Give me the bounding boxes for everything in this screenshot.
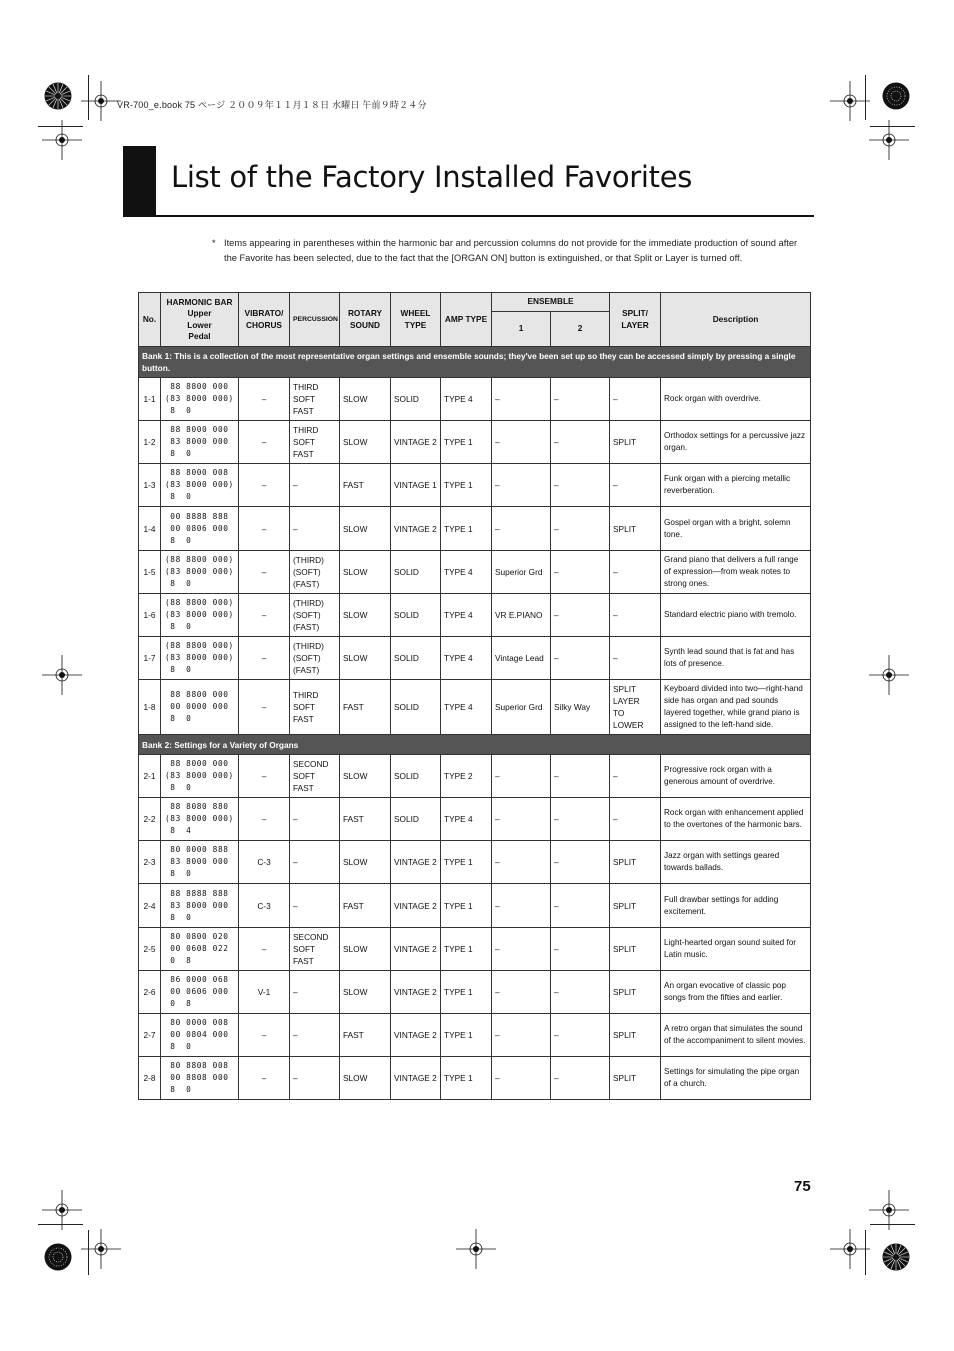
cell-rotary: FAST: [340, 798, 391, 841]
cell-ensemble-2: –: [551, 594, 610, 637]
cell-wheel: VINTAGE 2: [391, 1057, 441, 1100]
cell-description: Gospel organ with a bright, solemn tone.: [661, 507, 811, 551]
cell-number: 2-4: [139, 884, 161, 928]
trim-line: [865, 1230, 866, 1275]
cell-number: 1-5: [139, 551, 161, 594]
header-wheel-type: WHEEL TYPE: [391, 293, 441, 347]
cell-wheel: VINTAGE 2: [391, 884, 441, 928]
cell-ensemble-1: –: [492, 841, 551, 884]
cell-percussion: –: [290, 507, 340, 551]
cell-percussion: (THIRD) (SOFT) (FAST): [290, 594, 340, 637]
cell-vibrato: –: [239, 680, 290, 735]
cell-split: SPLIT: [610, 884, 661, 928]
header-harmonic-bar: HARMONIC BAR Upper Lower Pedal: [161, 293, 239, 347]
cell-percussion: THIRD SOFT FAST: [290, 378, 340, 421]
cell-number: 1-3: [139, 464, 161, 507]
cell-wheel: VINTAGE 1: [391, 464, 441, 507]
cell-rotary: SLOW: [340, 594, 391, 637]
header-rotary-sound: ROTARY SOUND: [340, 293, 391, 347]
cell-rotary: SLOW: [340, 551, 391, 594]
cell-number: 1-4: [139, 507, 161, 551]
cell-ensemble-1: Superior Grd: [492, 551, 551, 594]
print-crop-header: VR-700_e.book 75 ページ ２００９年１１月１８日 水曜日 午前９時２４分: [117, 100, 427, 110]
cell-rotary: SLOW: [340, 378, 391, 421]
cell-ensemble-2: –: [551, 971, 610, 1014]
cell-amp: TYPE 1: [441, 421, 492, 464]
cell-ensemble-2: –: [551, 798, 610, 841]
cell-rotary: SLOW: [340, 755, 391, 798]
crosshair-target-icon: [42, 655, 82, 695]
cell-vibrato: V-1: [239, 971, 290, 1014]
table-row: [139, 378, 811, 421]
trim-line: [88, 75, 89, 120]
cell-number: 2-5: [139, 928, 161, 971]
cell-amp: TYPE 1: [441, 971, 492, 1014]
trim-line: [88, 1230, 89, 1275]
cell-wheel: SOLID: [391, 755, 441, 798]
cell-harmonic-bar: 80 0000 888 83 8000 000 8 0: [161, 841, 239, 884]
cell-vibrato: –: [239, 928, 290, 971]
cell-description: Full drawbar settings for adding excitement.: [661, 884, 811, 928]
cell-description: Rock organ with enhancement applied to the overtones of the harmonic bars.: [661, 798, 811, 841]
cell-wheel: SOLID: [391, 551, 441, 594]
cell-harmonic-bar: 88 8888 888 83 8000 000 8 0: [161, 884, 239, 928]
cell-amp: TYPE 1: [441, 841, 492, 884]
cell-rotary: FAST: [340, 464, 391, 507]
cell-split: SPLIT: [610, 841, 661, 884]
title-accent-bar: [123, 146, 156, 217]
cell-description: Standard electric piano with tremolo.: [661, 594, 811, 637]
cell-vibrato: –: [239, 798, 290, 841]
cell-ensemble-1: –: [492, 507, 551, 551]
cell-amp: TYPE 1: [441, 884, 492, 928]
cell-split: SPLIT: [610, 507, 661, 551]
cell-ensemble-1: –: [492, 798, 551, 841]
cell-wheel: VINTAGE 2: [391, 841, 441, 884]
cell-rotary: SLOW: [340, 971, 391, 1014]
cell-split: SPLIT: [610, 421, 661, 464]
cell-ensemble-2: –: [551, 884, 610, 928]
header-ensemble-2: 2: [551, 312, 610, 347]
cell-amp: TYPE 4: [441, 798, 492, 841]
cell-amp: TYPE 1: [441, 464, 492, 507]
cell-amp: TYPE 1: [441, 1014, 492, 1057]
cell-percussion: (THIRD) (SOFT) (FAST): [290, 551, 340, 594]
cell-split: –: [610, 378, 661, 421]
cell-ensemble-2: –: [551, 841, 610, 884]
cell-wheel: SOLID: [391, 637, 441, 680]
cell-amp: TYPE 2: [441, 755, 492, 798]
cell-percussion: –: [290, 971, 340, 1014]
cell-number: 1-2: [139, 421, 161, 464]
cell-ensemble-2: –: [551, 1014, 610, 1057]
cell-ensemble-2: Silky Way: [551, 680, 610, 735]
header-amp-type: AMP TYPE: [441, 293, 492, 347]
cell-percussion: –: [290, 884, 340, 928]
cell-number: 1-7: [139, 637, 161, 680]
table-row: [139, 798, 811, 841]
cell-harmonic-bar: (88 8800 000) (83 8000 000) 8 0: [161, 637, 239, 680]
cell-vibrato: –: [239, 1014, 290, 1057]
cell-number: 2-1: [139, 755, 161, 798]
crosshair-target-icon: [869, 655, 909, 695]
cell-percussion: –: [290, 1057, 340, 1100]
cell-split: –: [610, 755, 661, 798]
registration-rosette-icon: [44, 1243, 72, 1271]
bank-title: Bank 2: Settings for a Variety of Organs: [139, 735, 811, 755]
cell-harmonic-bar: 80 0800 020 00 0608 022 0 8: [161, 928, 239, 971]
cell-wheel: VINTAGE 2: [391, 928, 441, 971]
cell-description: A retro organ that simulates the sound of the accompaniment to silent movies.: [661, 1014, 811, 1057]
header-split-layer: SPLIT/ LAYER: [610, 293, 661, 347]
cell-ensemble-2: –: [551, 928, 610, 971]
cell-rotary: SLOW: [340, 507, 391, 551]
cell-split: SPLIT LAYER TO LOWER: [610, 680, 661, 735]
table-row: [139, 884, 811, 928]
cell-split: SPLIT: [610, 928, 661, 971]
title-underline: [123, 215, 814, 217]
table-row: [139, 421, 811, 464]
bank-header-row: [139, 735, 811, 755]
cell-ensemble-1: –: [492, 1014, 551, 1057]
cell-wheel: VINTAGE 2: [391, 971, 441, 1014]
cell-ensemble-1: Vintage Lead: [492, 637, 551, 680]
cell-harmonic-bar: 88 8800 000 (83 8000 000) 8 0: [161, 378, 239, 421]
footnote-text: Items appearing in parentheses within the harmonic bar and percussion columns do not provide for the immediate production of sound after the Favorite has been selected, due to the fact that the [ORGAN ON] button is extinguished, or that Split or Layer is turned off.: [224, 238, 798, 263]
cell-description: Progressive rock organ with a generous amount of overdrive.: [661, 755, 811, 798]
table-row: [139, 755, 811, 798]
crosshair-target-icon: [81, 1229, 121, 1269]
cell-number: 2-8: [139, 1057, 161, 1100]
cell-description: Synth lead sound that is fat and has lots of presence.: [661, 637, 811, 680]
trim-line: [870, 1224, 915, 1225]
crosshair-target-icon: [830, 81, 870, 121]
cell-ensemble-1: –: [492, 971, 551, 1014]
cell-harmonic-bar: 88 8000 000 (83 8000 000) 8 0: [161, 755, 239, 798]
cell-vibrato: –: [239, 507, 290, 551]
cell-ensemble-2: –: [551, 421, 610, 464]
cell-description: Light-hearted organ sound suited for Latin music.: [661, 928, 811, 971]
cell-wheel: SOLID: [391, 378, 441, 421]
cell-amp: TYPE 4: [441, 594, 492, 637]
cell-vibrato: –: [239, 594, 290, 637]
cell-vibrato: –: [239, 421, 290, 464]
cell-description: Orthodox settings for a percussive jazz organ.: [661, 421, 811, 464]
cell-amp: TYPE 4: [441, 378, 492, 421]
trim-line: [38, 126, 83, 127]
crosshair-target-icon: [830, 1229, 870, 1269]
cell-number: 2-2: [139, 798, 161, 841]
cell-rotary: SLOW: [340, 1057, 391, 1100]
cell-description: An organ evocative of classic pop songs from the fifties and earlier.: [661, 971, 811, 1014]
cell-wheel: SOLID: [391, 680, 441, 735]
cell-ensemble-2: –: [551, 464, 610, 507]
cell-number: 2-7: [139, 1014, 161, 1057]
cell-ensemble-1: –: [492, 464, 551, 507]
cell-description: Rock organ with overdrive.: [661, 378, 811, 421]
cell-harmonic-bar: (88 8800 000) (83 8000 000) 8 0: [161, 551, 239, 594]
cell-description: Jazz organ with settings geared towards ballads.: [661, 841, 811, 884]
cell-amp: TYPE 1: [441, 507, 492, 551]
cell-description: Settings for simulating the pipe organ of a church.: [661, 1057, 811, 1100]
trim-line: [865, 75, 866, 120]
cell-harmonic-bar: 86 0000 068 00 0606 000 0 8: [161, 971, 239, 1014]
cell-harmonic-bar: 88 8000 000 83 8000 000 8 0: [161, 421, 239, 464]
page-title: List of the Factory Installed Favorites: [171, 160, 693, 194]
cell-ensemble-1: –: [492, 421, 551, 464]
cell-ensemble-1: –: [492, 755, 551, 798]
cell-split: SPLIT: [610, 971, 661, 1014]
cell-description: Funk organ with a piercing metallic reverberation.: [661, 464, 811, 507]
table-row: [139, 841, 811, 884]
cell-ensemble-1: Superior Grd: [492, 680, 551, 735]
cell-number: 2-3: [139, 841, 161, 884]
cell-amp: TYPE 4: [441, 551, 492, 594]
registration-rosette-icon: [882, 82, 910, 110]
header-ensemble-1: 1: [492, 312, 551, 347]
cell-vibrato: –: [239, 755, 290, 798]
cell-wheel: VINTAGE 2: [391, 421, 441, 464]
cell-harmonic-bar: 80 8808 008 00 8808 000 8 0: [161, 1057, 239, 1100]
table-row: [139, 551, 811, 594]
cell-split: SPLIT: [610, 1014, 661, 1057]
cell-amp: TYPE 4: [441, 680, 492, 735]
cell-ensemble-1: VR E.PIANO: [492, 594, 551, 637]
cell-rotary: SLOW: [340, 841, 391, 884]
cell-percussion: –: [290, 464, 340, 507]
header-no: No.: [139, 293, 161, 347]
table-row: [139, 928, 811, 971]
registration-rosette-icon: [44, 82, 72, 110]
table-row: [139, 680, 811, 735]
cell-rotary: FAST: [340, 884, 391, 928]
table-row: [139, 637, 811, 680]
cell-split: –: [610, 637, 661, 680]
cell-wheel: SOLID: [391, 798, 441, 841]
crosshair-target-icon: [456, 1229, 496, 1269]
cell-ensemble-1: –: [492, 928, 551, 971]
cell-percussion: SECOND SOFT FAST: [290, 755, 340, 798]
header-percussion: PERCUSSION: [290, 293, 340, 347]
cell-harmonic-bar: 00 8888 888 00 0806 000 8 0: [161, 507, 239, 551]
cell-rotary: SLOW: [340, 421, 391, 464]
cell-number: 2-6: [139, 971, 161, 1014]
cell-amp: TYPE 4: [441, 637, 492, 680]
page-number: 75: [794, 1178, 811, 1195]
cell-ensemble-2: –: [551, 755, 610, 798]
cell-percussion: –: [290, 1014, 340, 1057]
header-description: Description: [661, 293, 811, 347]
cell-harmonic-bar: 80 0000 008 00 0804 000 8 0: [161, 1014, 239, 1057]
cell-ensemble-2: –: [551, 551, 610, 594]
cell-wheel: SOLID: [391, 594, 441, 637]
cell-split: –: [610, 551, 661, 594]
cell-description: Keyboard divided into two—right-hand side has organ and pad sounds layered together, while grand piano is assigned to the left-hand side.: [661, 680, 811, 735]
table-row: [139, 464, 811, 507]
crosshair-target-icon: [81, 81, 121, 121]
cell-number: 1-8: [139, 680, 161, 735]
cell-number: 1-6: [139, 594, 161, 637]
cell-percussion: (THIRD) (SOFT) (FAST): [290, 637, 340, 680]
cell-amp: TYPE 1: [441, 928, 492, 971]
cell-rotary: FAST: [340, 1014, 391, 1057]
cell-ensemble-2: –: [551, 637, 610, 680]
table-row: [139, 1014, 811, 1057]
cell-percussion: THIRD SOFT FAST: [290, 680, 340, 735]
cell-split: –: [610, 594, 661, 637]
footnote-marker: *: [212, 238, 216, 248]
cell-ensemble-1: –: [492, 884, 551, 928]
cell-vibrato: –: [239, 464, 290, 507]
cell-description: Grand piano that delivers a full range of expression—from weak notes to strong ones.: [661, 551, 811, 594]
cell-ensemble-2: –: [551, 1057, 610, 1100]
bank-header-row: [139, 347, 811, 378]
cell-harmonic-bar: 88 8800 000 00 0000 000 8 0: [161, 680, 239, 735]
trim-line: [870, 126, 915, 127]
favorites-table: [138, 292, 811, 1100]
cell-number: 1-1: [139, 378, 161, 421]
cell-split: –: [610, 798, 661, 841]
cell-percussion: THIRD SOFT FAST: [290, 421, 340, 464]
cell-split: –: [610, 464, 661, 507]
cell-rotary: FAST: [340, 680, 391, 735]
footnote: [212, 236, 807, 265]
cell-ensemble-2: –: [551, 378, 610, 421]
cell-vibrato: C-3: [239, 884, 290, 928]
cell-vibrato: –: [239, 551, 290, 594]
cell-percussion: –: [290, 798, 340, 841]
cell-ensemble-1: –: [492, 378, 551, 421]
cell-split: SPLIT: [610, 1057, 661, 1100]
cell-harmonic-bar: 88 8080 880 (83 8000 000) 8 4: [161, 798, 239, 841]
cell-rotary: SLOW: [340, 928, 391, 971]
cell-amp: TYPE 1: [441, 1057, 492, 1100]
header-ensemble: ENSEMBLE: [492, 293, 610, 312]
cell-rotary: SLOW: [340, 637, 391, 680]
bank-title: Bank 1: This is a collection of the most representative organ settings and ensemble sounds; they've been set up so they can be accessed simply by pressing a single button.: [139, 347, 811, 378]
table-row: [139, 507, 811, 551]
cell-harmonic-bar: (88 8800 000) (83 8000 000) 8 0: [161, 594, 239, 637]
registration-rosette-icon: [882, 1243, 910, 1271]
cell-vibrato: –: [239, 378, 290, 421]
table-row: [139, 1057, 811, 1100]
cell-vibrato: –: [239, 637, 290, 680]
cell-wheel: VINTAGE 2: [391, 1014, 441, 1057]
cell-ensemble-2: –: [551, 507, 610, 551]
cell-vibrato: –: [239, 1057, 290, 1100]
header-vibrato-chorus: VIBRATO/ CHORUS: [239, 293, 290, 347]
cell-vibrato: C-3: [239, 841, 290, 884]
table-row: [139, 971, 811, 1014]
cell-percussion: –: [290, 841, 340, 884]
trim-line: [38, 1224, 83, 1225]
cell-ensemble-1: –: [492, 1057, 551, 1100]
cell-harmonic-bar: 88 8000 008 (83 8000 000) 8 0: [161, 464, 239, 507]
table-row: [139, 594, 811, 637]
cell-percussion: SECOND SOFT FAST: [290, 928, 340, 971]
cell-wheel: VINTAGE 2: [391, 507, 441, 551]
